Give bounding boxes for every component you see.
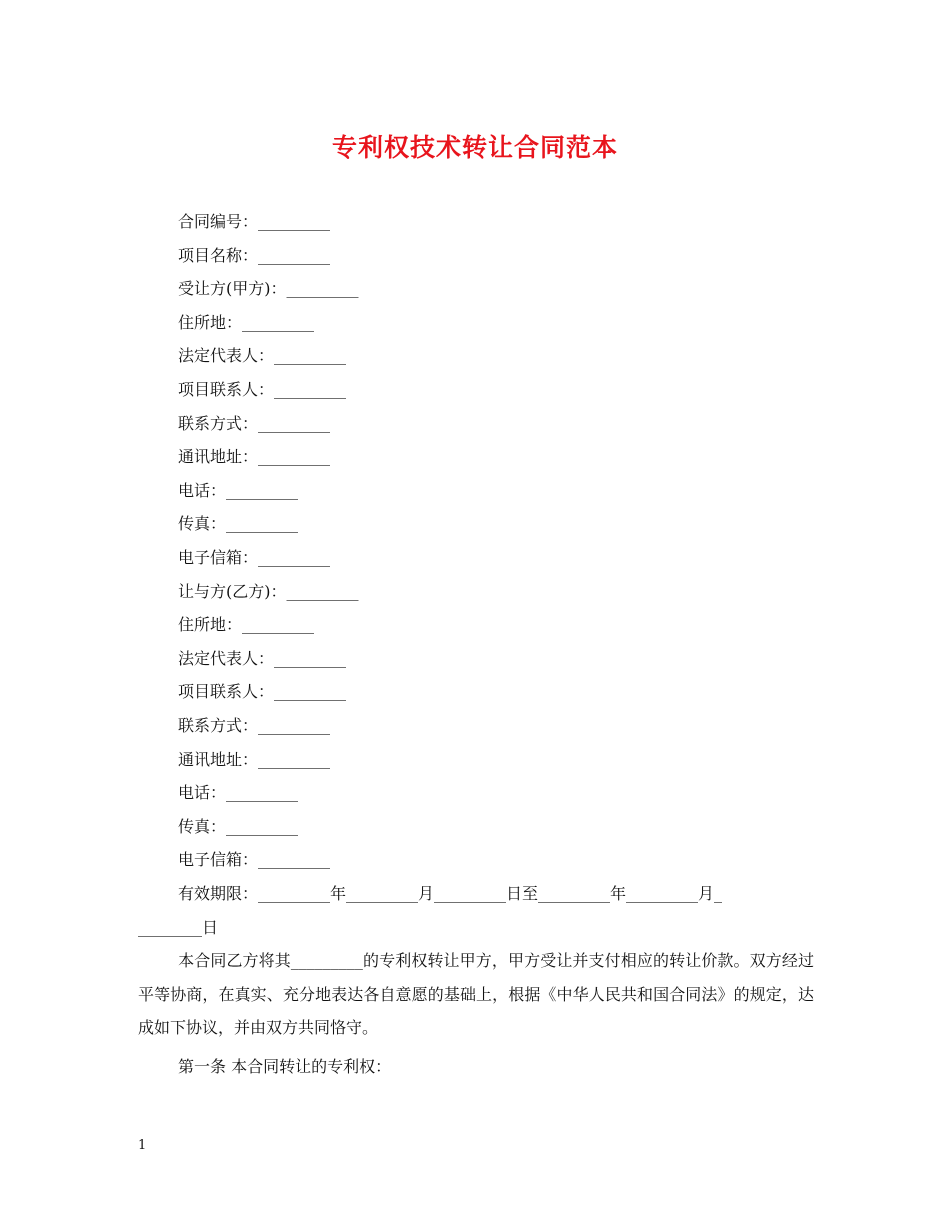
field-transferor-legal-rep: 法定代表人：_________ [178,648,347,668]
field-transferor-fax: 传真：_________ [178,816,299,836]
field-transferor-phone: 电话：_________ [178,783,299,803]
validity-period [138,877,814,944]
intro-paragraph-text: 本合同乙方将其_________的专利权转让甲方，甲方受让并支付相应的转让价款。双方经过平等协商，在真实、充分地表达各自意愿的基础上，根据《中华人民共和国合同法》的规定，达成如下协议，并由双方共同恪守。 [138,951,814,1038]
field-transferee-contact-method: 联系方式：_________ [178,413,331,433]
article-1-heading: 第一条 本合同转让的专利权： [178,1057,392,1076]
document-title: 专利权技术转让合同范本 [331,133,618,162]
field-transferor-contact-method: 联系方式：_________ [178,715,331,735]
field-transferor-project-contact: 项目联系人：_________ [178,682,347,702]
intro-paragraph [138,944,814,1045]
field-transferee-address: 住所地：_________ [178,312,315,332]
field-transferee-project-contact: 项目联系人：_________ [178,379,347,399]
field-project-name: 项目名称：_________ [178,245,331,265]
field-transferor: 让与方(乙方)：_________ [178,581,359,601]
page-number: 1 [138,1138,147,1153]
field-transferee-legal-rep: 法定代表人：_________ [178,346,347,366]
field-transferee-fax: 传真：_________ [178,514,299,534]
field-transferor-address: 住所地：_________ [178,615,315,635]
field-transferor-email: 电子信箱：_________ [178,850,331,870]
validity-line-2: ________日 [138,917,219,937]
field-transferee-phone: 电话：_________ [178,480,299,500]
field-transferee: 受让方(甲方)：_________ [178,279,359,299]
contract-fields-list [178,205,818,877]
field-transferee-email: 电子信箱：_________ [178,547,331,567]
field-transferee-mailing-address: 通讯地址：_________ [178,447,331,467]
validity-line-1: 有效期限：_________年_________月_________日至_________年_________月_ [178,884,723,903]
field-contract-number: 合同编号：_________ [178,212,331,231]
field-transferor-mailing-address: 通讯地址：_________ [178,749,331,769]
